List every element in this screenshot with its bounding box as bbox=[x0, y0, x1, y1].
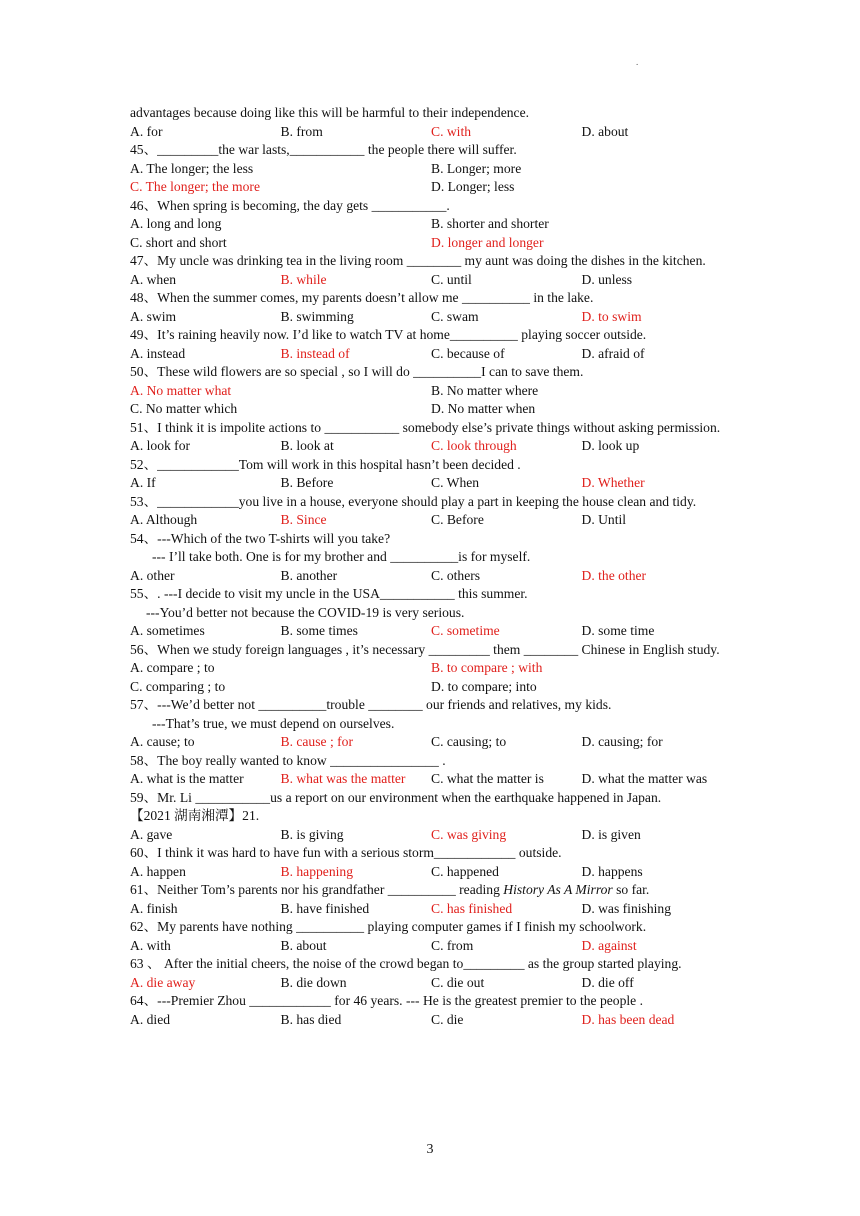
option-a: A. with bbox=[130, 937, 171, 953]
answer-options bbox=[130, 733, 732, 752]
option-c: C. with bbox=[431, 123, 472, 139]
question-text: 45、_________the war lasts,___________ the people there will suffer. bbox=[130, 142, 517, 157]
question-text: 59、Mr. Li ___________us a report on our environment when the earthquake happened in Japan. bbox=[130, 789, 662, 805]
option-c: C. die out bbox=[431, 974, 485, 990]
option-d: D. is given bbox=[581, 826, 641, 842]
option-a: A. Although bbox=[130, 512, 198, 527]
book-title: History As A Mirror bbox=[503, 882, 613, 897]
option-b: B. from bbox=[280, 123, 323, 139]
question-text: 62、My parents have nothing __________ playing computer games if I finish my schoolwork. bbox=[130, 919, 647, 934]
answer-options bbox=[130, 123, 732, 142]
answer-options bbox=[130, 308, 732, 327]
answer-options bbox=[130, 826, 732, 845]
option-b: D. No matter when bbox=[431, 401, 536, 416]
option-d: D. the other bbox=[581, 567, 647, 583]
option-a: A. happen bbox=[130, 863, 186, 879]
option-c: C. swam bbox=[431, 308, 479, 324]
option-c: C. has finished bbox=[431, 900, 513, 916]
option-d: D. Until bbox=[581, 512, 627, 527]
answer-options bbox=[130, 215, 732, 234]
question-text: 【2021 湖南湘潭】21. bbox=[130, 808, 260, 823]
option-c: C. look through bbox=[431, 438, 517, 453]
option-c: C. from bbox=[431, 937, 474, 953]
question-text: ---You’d better not because the COVID-19 is very serious. bbox=[146, 604, 465, 620]
answer-options bbox=[130, 382, 732, 401]
option-a: A. what is the matter bbox=[130, 771, 244, 786]
option-a: A. died bbox=[130, 1011, 171, 1027]
question-text: 55、. ---I decide to visit my uncle in the USA___________ this summer. bbox=[130, 586, 528, 601]
option-a: A. long and long bbox=[130, 216, 222, 231]
option-b: B. cause ; for bbox=[280, 734, 353, 749]
question-text: 64、---Premier Zhou ____________ for 46 years. --- He is the greatest premier to the people . bbox=[130, 993, 644, 1008]
option-b: D. Longer; less bbox=[431, 179, 515, 194]
header-dot: . bbox=[636, 57, 639, 67]
answer-options bbox=[130, 345, 732, 364]
option-d: D. unless bbox=[581, 271, 633, 287]
question-text: 51、I think it is impolite actions to ___________ somebody else’s private things without asking permission. bbox=[130, 419, 721, 435]
answer-options bbox=[130, 234, 732, 253]
option-a: A. instead bbox=[130, 345, 186, 361]
option-c: C. until bbox=[431, 271, 472, 287]
question-text bbox=[130, 881, 732, 900]
option-c: C. sometime bbox=[431, 623, 500, 638]
option-a: C. short and short bbox=[130, 234, 227, 250]
option-a: A. sometimes bbox=[130, 623, 205, 638]
answer-options bbox=[130, 937, 732, 956]
question-text: 54、---Which of the two T-shirts will you take? bbox=[130, 530, 391, 546]
question-text: 58、The boy really wanted to know ________________ . bbox=[130, 752, 446, 768]
option-c: C. happened bbox=[431, 863, 499, 879]
option-b: B. another bbox=[280, 567, 338, 583]
answer-options bbox=[130, 863, 732, 882]
question-text: 60、I think it was hard to have fun with a serious storm____________ outside. bbox=[130, 845, 562, 860]
option-d: D. die off bbox=[581, 974, 634, 990]
option-d: D. against bbox=[581, 937, 637, 953]
option-d: D. some time bbox=[581, 623, 655, 638]
question-text: 57、---We’d better not __________trouble ________ our friends and relatives, my kids. bbox=[130, 697, 612, 712]
answer-options bbox=[130, 659, 732, 678]
option-d: D. has been dead bbox=[581, 1011, 675, 1027]
option-b: B. have finished bbox=[280, 900, 370, 916]
option-b: B. look at bbox=[280, 438, 334, 453]
option-a: A. The longer; the less bbox=[130, 160, 254, 176]
option-a: A. look for bbox=[130, 438, 191, 453]
option-d: D. was finishing bbox=[581, 900, 671, 916]
question-text: advantages because doing like this will be harmful to their independence. bbox=[130, 105, 529, 120]
option-b: B. No matter where bbox=[431, 382, 539, 398]
option-b: B. Since bbox=[280, 512, 327, 527]
answer-options bbox=[130, 1011, 732, 1030]
answer-options bbox=[130, 900, 732, 919]
option-c: C. die bbox=[431, 1011, 464, 1027]
option-c: C. what the matter is bbox=[431, 771, 544, 786]
question-text: ---That’s true, we must depend on ourselves. bbox=[152, 715, 395, 731]
question-text: 52、____________Tom will work in this hospital hasn’t been decided . bbox=[130, 456, 521, 472]
answer-options bbox=[130, 160, 732, 179]
answer-options bbox=[130, 178, 732, 197]
option-b: B. about bbox=[280, 937, 327, 953]
option-b: B. what was the matter bbox=[280, 771, 406, 786]
question-list bbox=[130, 104, 732, 1029]
answer-options bbox=[130, 400, 732, 419]
option-b: B. shorter and shorter bbox=[431, 216, 549, 231]
answer-options bbox=[130, 770, 732, 789]
page-number: 3 bbox=[426, 1142, 434, 1157]
option-d: D. happens bbox=[581, 863, 643, 879]
question-text: --- I’ll take both. One is for my brother and __________is for myself. bbox=[152, 549, 531, 564]
option-a: A. other bbox=[130, 567, 175, 583]
option-a: A. when bbox=[130, 271, 177, 287]
question-text: 48、When the summer comes, my parents doesn’t allow me __________ in the lake. bbox=[130, 290, 594, 305]
option-a: C. No matter which bbox=[130, 401, 238, 416]
option-b: B. Longer; more bbox=[431, 160, 522, 176]
option-d: D. causing; for bbox=[581, 734, 663, 749]
option-a: A. gave bbox=[130, 826, 173, 842]
option-b: B. to compare ; with bbox=[431, 660, 543, 675]
question-text-part: so far. bbox=[612, 882, 650, 897]
answer-options bbox=[130, 511, 732, 530]
answer-options bbox=[130, 622, 732, 641]
option-a: A. compare ; to bbox=[130, 660, 215, 675]
option-b: B. has died bbox=[280, 1011, 342, 1027]
question-text: 50、These wild flowers are so special , so I will do __________I can to save them. bbox=[130, 364, 584, 379]
question-text: 53、____________you live in a house, everyone should play a part in keeping the house clean and tidy. bbox=[130, 493, 697, 509]
option-a: A. If bbox=[130, 475, 156, 490]
option-b: B. some times bbox=[280, 623, 358, 638]
question-text: 56、When we study foreign languages , it’s necessary _________ them ________ Chinese in English study. bbox=[130, 641, 720, 657]
answer-options bbox=[130, 678, 732, 697]
option-a: A. die away bbox=[130, 974, 196, 990]
option-b: B. Before bbox=[280, 475, 334, 490]
option-c: C. because of bbox=[431, 345, 505, 361]
option-b: B. die down bbox=[280, 974, 347, 990]
answer-options bbox=[130, 271, 732, 290]
option-b: B. instead of bbox=[280, 345, 350, 361]
answer-options bbox=[130, 437, 732, 456]
option-d: D. what the matter was bbox=[581, 771, 708, 786]
option-b: B. swimming bbox=[280, 308, 354, 324]
option-d: D. about bbox=[581, 123, 629, 139]
option-c: C. others bbox=[431, 567, 481, 583]
question-text-part: 61、Neither Tom’s parents nor his grandfather __________ reading bbox=[130, 882, 504, 897]
option-c: C. causing; to bbox=[431, 734, 507, 749]
option-b: B. happening bbox=[280, 863, 353, 879]
option-a: A. swim bbox=[130, 308, 177, 324]
option-d: D. afraid of bbox=[581, 345, 645, 361]
question-text: 47、My uncle was drinking tea in the living room ________ my aunt was doing the dishes in the kitchen. bbox=[130, 253, 706, 268]
question-text: 46、When spring is becoming, the day gets ___________. bbox=[130, 197, 450, 213]
option-a: C. comparing ; to bbox=[130, 678, 226, 694]
answer-options bbox=[130, 974, 732, 993]
option-c: C. Before bbox=[431, 512, 484, 527]
option-a: A. cause; to bbox=[130, 734, 195, 749]
option-c: C. When bbox=[431, 475, 480, 490]
option-a: C. The longer; the more bbox=[130, 179, 260, 194]
option-a: A. No matter what bbox=[130, 382, 232, 398]
answer-options bbox=[130, 474, 732, 493]
option-c: C. was giving bbox=[431, 826, 507, 842]
option-a: A. for bbox=[130, 123, 163, 139]
question-text: 63 、 After the initial cheers, the noise of the crowd began to_________ as the group started playing. bbox=[130, 956, 682, 971]
option-a: A. finish bbox=[130, 900, 178, 916]
option-d: D. look up bbox=[581, 438, 640, 453]
option-d: D. Whether bbox=[581, 475, 645, 490]
question-text: 49、It’s raining heavily now. I’d like to watch TV at home__________ playing soccer outside. bbox=[130, 327, 647, 342]
option-b: D. longer and longer bbox=[431, 234, 544, 250]
option-b: D. to compare; into bbox=[431, 678, 537, 694]
option-b: B. while bbox=[280, 271, 327, 287]
answer-options bbox=[130, 567, 732, 586]
option-d: D. to swim bbox=[581, 308, 642, 324]
option-b: B. is giving bbox=[280, 826, 344, 842]
